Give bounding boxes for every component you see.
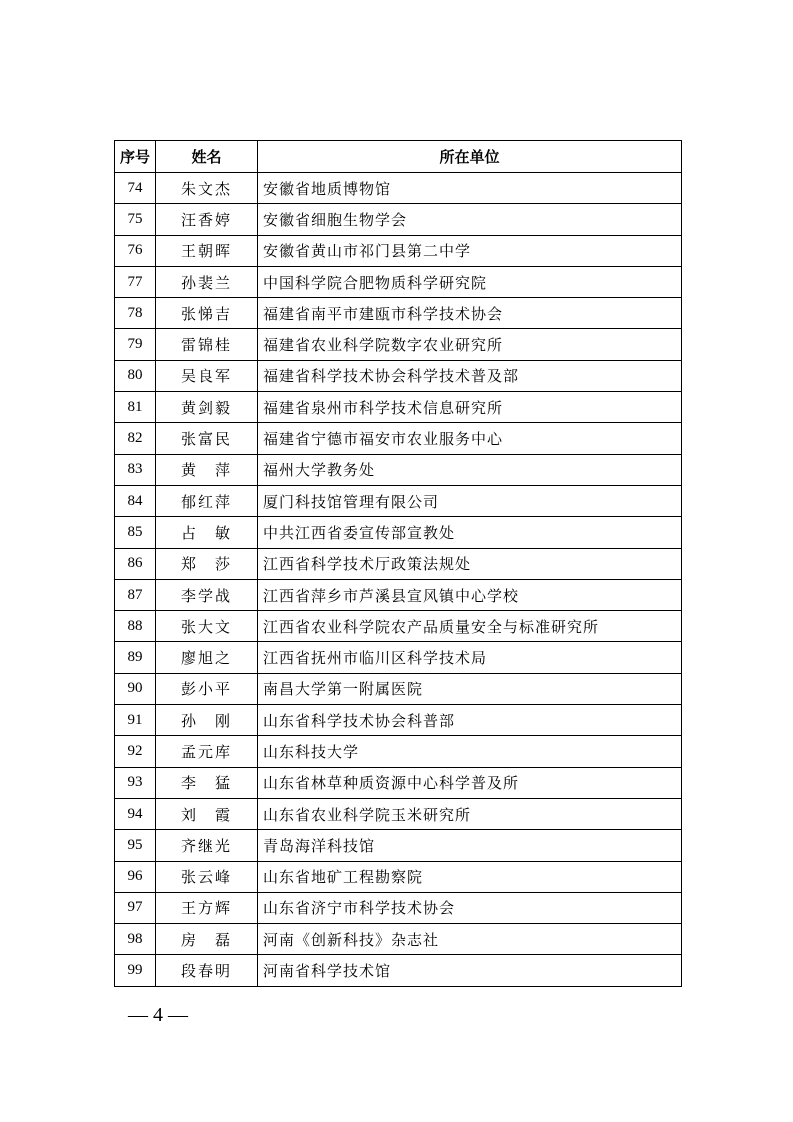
table-row xyxy=(115,548,682,579)
affiliation-cell: 安徽省黄山市祁门县第二中学 xyxy=(258,235,682,266)
table-row xyxy=(115,235,682,266)
affiliation-cell: 南昌大学第一附属医院 xyxy=(258,673,682,704)
affiliation-cell: 山东科技大学 xyxy=(258,736,682,767)
serial-number-cell: 90 xyxy=(115,673,156,704)
serial-number-cell: 81 xyxy=(115,392,156,423)
name-cell: 孟元库 xyxy=(156,736,258,767)
serial-number-cell: 87 xyxy=(115,579,156,610)
table-row xyxy=(115,329,682,360)
affiliation-cell: 江西省萍乡市芦溪县宣风镇中心学校 xyxy=(258,579,682,610)
affiliation-cell: 安徽省地质博物馆 xyxy=(258,173,682,204)
name-cell: 李 猛 xyxy=(156,767,258,798)
name-cell: 王朝晖 xyxy=(156,235,258,266)
name-cell: 房 磊 xyxy=(156,924,258,955)
table-row xyxy=(115,736,682,767)
table-row xyxy=(115,767,682,798)
name-cell: 王方辉 xyxy=(156,892,258,923)
affiliation-cell: 厦门科技馆管理有限公司 xyxy=(258,485,682,516)
name-cell: 占 敏 xyxy=(156,517,258,548)
serial-number-cell: 85 xyxy=(115,517,156,548)
table-row xyxy=(115,423,682,454)
roster-table-header xyxy=(115,141,682,173)
name-cell: 刘 霞 xyxy=(156,798,258,829)
table-row xyxy=(115,454,682,485)
table-row xyxy=(115,642,682,673)
serial-number-cell: 89 xyxy=(115,642,156,673)
table-row xyxy=(115,204,682,235)
name-cell: 齐继光 xyxy=(156,830,258,861)
affiliation-cell: 山东省济宁市科学技术协会 xyxy=(258,892,682,923)
table-row xyxy=(115,861,682,892)
affiliation-cell: 中共江西省委宣传部宣教处 xyxy=(258,517,682,548)
name-cell: 孙 刚 xyxy=(156,705,258,736)
table-row xyxy=(115,517,682,548)
affiliation-cell: 山东省农业科学院玉米研究所 xyxy=(258,798,682,829)
serial-number-cell: 83 xyxy=(115,454,156,485)
serial-number-cell: 88 xyxy=(115,611,156,642)
name-cell: 张富民 xyxy=(156,423,258,454)
table-row xyxy=(115,298,682,329)
name-cell: 汪香婷 xyxy=(156,204,258,235)
serial-number-cell: 79 xyxy=(115,329,156,360)
affiliation-cell: 福建省农业科学院数字农业研究所 xyxy=(258,329,682,360)
affiliation-cell: 江西省科学技术厅政策法规处 xyxy=(258,548,682,579)
serial-number-cell: 86 xyxy=(115,548,156,579)
serial-number-cell: 93 xyxy=(115,767,156,798)
affiliation-cell: 福建省南平市建瓯市科学技术协会 xyxy=(258,298,682,329)
affiliation-cell: 山东省林草种质资源中心科学普及所 xyxy=(258,767,682,798)
affiliation-cell: 山东省地矿工程勘察院 xyxy=(258,861,682,892)
page-number: — 4 — xyxy=(128,1004,188,1026)
serial-number-cell: 95 xyxy=(115,830,156,861)
name-cell: 郁红萍 xyxy=(156,485,258,516)
table-row xyxy=(115,360,682,391)
serial-number-cell: 77 xyxy=(115,266,156,297)
affiliation-cell: 河南省科学技术馆 xyxy=(258,955,682,986)
name-cell: 李学战 xyxy=(156,579,258,610)
roster-table-body xyxy=(115,173,682,987)
name-cell: 郑 莎 xyxy=(156,548,258,579)
affiliation-cell: 江西省抚州市临川区科学技术局 xyxy=(258,642,682,673)
name-cell: 廖旭之 xyxy=(156,642,258,673)
affiliation-cell: 山东省科学技术协会科普部 xyxy=(258,705,682,736)
table-row xyxy=(115,673,682,704)
table-row xyxy=(115,611,682,642)
header-name: 姓名 xyxy=(156,141,258,173)
name-cell: 张大文 xyxy=(156,611,258,642)
affiliation-cell: 青岛海洋科技馆 xyxy=(258,830,682,861)
affiliation-cell: 江西省农业科学院农产品质量安全与标准研究所 xyxy=(258,611,682,642)
affiliation-cell: 福建省泉州市科学技术信息研究所 xyxy=(258,392,682,423)
table-row xyxy=(115,266,682,297)
name-cell: 孙裴兰 xyxy=(156,266,258,297)
table-row xyxy=(115,798,682,829)
table-row xyxy=(115,392,682,423)
serial-number-cell: 96 xyxy=(115,861,156,892)
name-cell: 吴良军 xyxy=(156,360,258,391)
affiliation-cell: 河南《创新科技》杂志社 xyxy=(258,924,682,955)
header-row xyxy=(115,141,682,173)
header-affiliation: 所在单位 xyxy=(258,141,682,173)
serial-number-cell: 78 xyxy=(115,298,156,329)
header-serial-number: 序号 xyxy=(115,141,156,173)
serial-number-cell: 75 xyxy=(115,204,156,235)
name-cell: 张悌吉 xyxy=(156,298,258,329)
affiliation-cell: 福建省科学技术协会科学技术普及部 xyxy=(258,360,682,391)
serial-number-cell: 91 xyxy=(115,705,156,736)
name-cell: 彭小平 xyxy=(156,673,258,704)
name-cell: 朱文杰 xyxy=(156,173,258,204)
table-row xyxy=(115,485,682,516)
name-cell: 黄 萍 xyxy=(156,454,258,485)
serial-number-cell: 74 xyxy=(115,173,156,204)
serial-number-cell: 92 xyxy=(115,736,156,767)
table-row xyxy=(115,579,682,610)
table-row xyxy=(115,173,682,204)
affiliation-cell: 安徽省细胞生物学会 xyxy=(258,204,682,235)
table-row xyxy=(115,955,682,986)
affiliation-cell: 福建省宁德市福安市农业服务中心 xyxy=(258,423,682,454)
name-cell: 黄剑毅 xyxy=(156,392,258,423)
serial-number-cell: 82 xyxy=(115,423,156,454)
serial-number-cell: 94 xyxy=(115,798,156,829)
roster-table xyxy=(114,140,682,987)
serial-number-cell: 80 xyxy=(115,360,156,391)
serial-number-cell: 99 xyxy=(115,955,156,986)
affiliation-cell: 中国科学院合肥物质科学研究院 xyxy=(258,266,682,297)
table-row xyxy=(115,830,682,861)
serial-number-cell: 97 xyxy=(115,892,156,923)
serial-number-cell: 84 xyxy=(115,485,156,516)
affiliation-cell: 福州大学教务处 xyxy=(258,454,682,485)
serial-number-cell: 98 xyxy=(115,924,156,955)
table-row xyxy=(115,924,682,955)
name-cell: 雷锦桂 xyxy=(156,329,258,360)
name-cell: 张云峰 xyxy=(156,861,258,892)
table-row xyxy=(115,892,682,923)
name-cell: 段春明 xyxy=(156,955,258,986)
serial-number-cell: 76 xyxy=(115,235,156,266)
table-row xyxy=(115,705,682,736)
